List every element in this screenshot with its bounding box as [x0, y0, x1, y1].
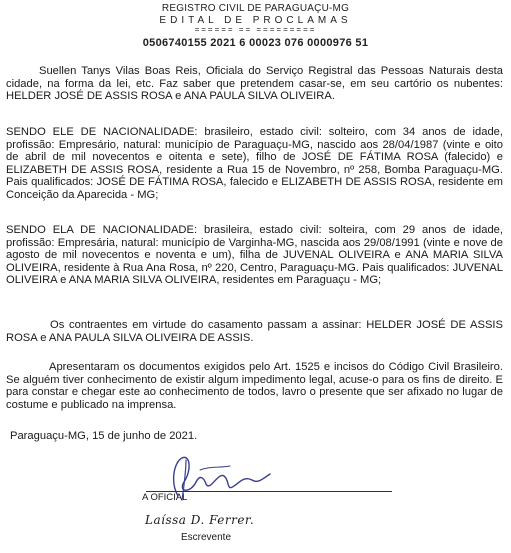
signatory-name: Laíssa D. Ferrer. — [145, 513, 255, 527]
groom-paragraph: SENDO ELE DE NACIONALIDADE: brasileiro, estado civil: solteiro, com 34 anos de idade, profissão: Empresário, natural: município de Paraguaçu-MG, nascido aos 28/04/1987 (vinte e oito de abril de mil novecentos e oitenta e sete), filho de JOSÉ DE FÁTIMA ROSA (falecido) e ELIZABETH DE ASSIS ROSA, residente a Rua 15 de Novembro, nº 258, Bomba Paraguaçu-MG. Pais qualificados: JOSÉ DE FÁTIMA ROSA, falecido e ELIZABETH DE ASSIS ROSA, residente em Conceição da Aparecida - MG; — [6, 126, 503, 201]
signatory-role: A OFICIAL — [142, 492, 188, 503]
intro-paragraph: Suellen Tanys Vilas Boas Reis, Oficiala do Serviço Registral das Pessoas Naturais desta cidade, na forma da lei, etc. Faz saber que pretendem casar-se, em seu cartório os nubentes: HELDER JOSÉ DE ASSIS ROSA e ANA PAULA SILVA OLIVEIRA. — [6, 65, 503, 103]
protocol-number: 0506740155 2021 6 00023 076 0000976 51 — [142, 37, 369, 49]
registry-name: REGISTRO CIVIL DE PARAGUAÇU-MG — [161, 3, 350, 14]
bride-paragraph: SENDO ELA DE NACIONALIDADE: brasileira, estado civil: solteira, com 29 anos de idade, profissão: Empresária, natural: município de Varginha-MG, nascida aos 29/08/1991 (vinte e nove de agosto de mil novecentos e noventa e um), filha de JUVENAL OLIVEIRA e ANA MARIA SILVA OLIVEIRA, residente à Rua Ana Rosa, nº 220, Centro, Paraguaçu-MG. Pais qualificados: JUVENAL OLIVEIRA e ANA MARIA SILVA OLIVEIRA, residentes em Paraguaçu - MG; — [6, 224, 503, 287]
document-title: EDITAL DE PROCLAMAS — [159, 15, 352, 26]
closing-paragraph: Apresentaram os documentos exigidos pelo Art. 1525 e incisos do Código Civil Brasileiro. Se alguém tiver conhecimento de existir algum impedimento legal, acuse-o para os fins de direito. E para constar e chegar este ao conhecimento de todos, lavro o presente que ser afixado no lugar de costume e publicado na imprensa. — [6, 361, 503, 411]
title-underline: ====== == ========= — [194, 25, 317, 34]
signatory-title: Escrevente — [181, 532, 232, 543]
date-line: Paraguaçu-MG, 15 de junho de 2021. — [10, 430, 198, 442]
signing-paragraph: Os contraentes em virtude do casamento passam a assinar: HELDER JOSÉ DE ASSIS ROSA e ANA PAULA SILVA OLIVEIRA DE ASSIS. — [6, 319, 503, 344]
